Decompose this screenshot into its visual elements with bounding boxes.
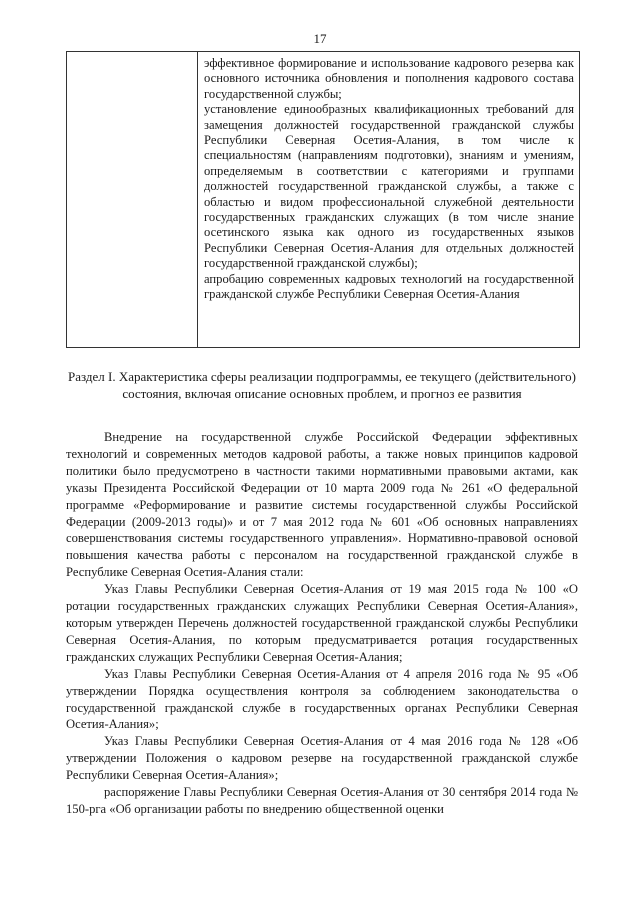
body-paragraph: Указ Главы Республики Северная Осетия-Алания от 4 апреля 2016 года № 95 «Об утверждении Порядка осуществления контроля за соблюдением законодательства о государственной гражданской службе в государственных органах Республики Северная Осетия-Алания»; xyxy=(66,666,578,732)
table-cell-right xyxy=(198,52,579,347)
table-cell-left-empty xyxy=(67,52,198,347)
continuation-table xyxy=(66,51,580,348)
table-cell-paragraph: установление единообразных квалификационных требований для замещения должностей государственной гражданской службы Республики Северная Осетия-Алания, в том числе к специальностям (направлениям подготовки), знаниям и умениям, определяемым в соответствии с категориями и группами должностей государственной гражданской службы, а также с областью и видом профессиональной служебной деятельности государственных гражданских служащих (в том числе знание осетинского языка как одного из государственных языков Республики Северная Осетия-Алания для отдельных должностей государственной гражданской службы); xyxy=(204,102,574,271)
body-paragraph: Указ Главы Республики Северная Осетия-Алания от 4 мая 2016 года № 128 «Об утверждении Положения о кадровом резерве на государственной гражданской службе Республики Северная Осетия-Алания»; xyxy=(66,734,578,783)
table-cell-paragraph: апробацию современных кадровых технологий на государственной гражданской службе Республики Северная Осетия-Алания xyxy=(204,271,574,302)
body-text xyxy=(66,429,578,818)
body-paragraph: Указ Главы Республики Северная Осетия-Алания от 19 мая 2015 года № 100 «О ротации государственных гражданских служащих Республики Северная Осетия-Алания», которым утвержден Перечень должностей государственной гражданской службы Республики Северная Осетия-Алания, по которым предусматривается ротация государственных гражданских служащих Республики Северная Осетия-Алания; xyxy=(66,582,578,664)
body-paragraph: Внедрение на государственной службе Российской Федерации эффективных технологий и современных методов кадровой работы, а также новых принципов кадровой политики было предусмотрено в частности такими нормативными правовыми актами, как указы Президента Российской Федерации от 10 марта 2009 года № 261 «О федеральной программе «Реформирование и развитие системы государственной службы Российской Федерации (2009-2013 годы)» и от 7 мая 2012 года № 601 «Об основных направлениях совершенствования системы государственного управления». Нормативно-правовой основой повышения качества работы с персоналом на государственной гражданской службе в Республике Северная Осетия-Алания стали: xyxy=(66,430,578,580)
body-paragraph: распоряжение Главы Республики Северная Осетия-Алания от 30 сентября 2014 года № 150-рга «Об организации работы по внедрению общественной оценки xyxy=(66,785,578,816)
section-title: Раздел I. Характеристика сферы реализации подпрограммы, ее текущего (действительного) состояния, включая описание основных проблем, и прогноз ее развития xyxy=(67,369,576,401)
table-cell-paragraph: эффективное формирование и использование кадрового резерва как основного источника обновления и пополнения кадрового состава государственной службы; xyxy=(204,56,574,101)
page-number: 17 xyxy=(313,31,327,46)
